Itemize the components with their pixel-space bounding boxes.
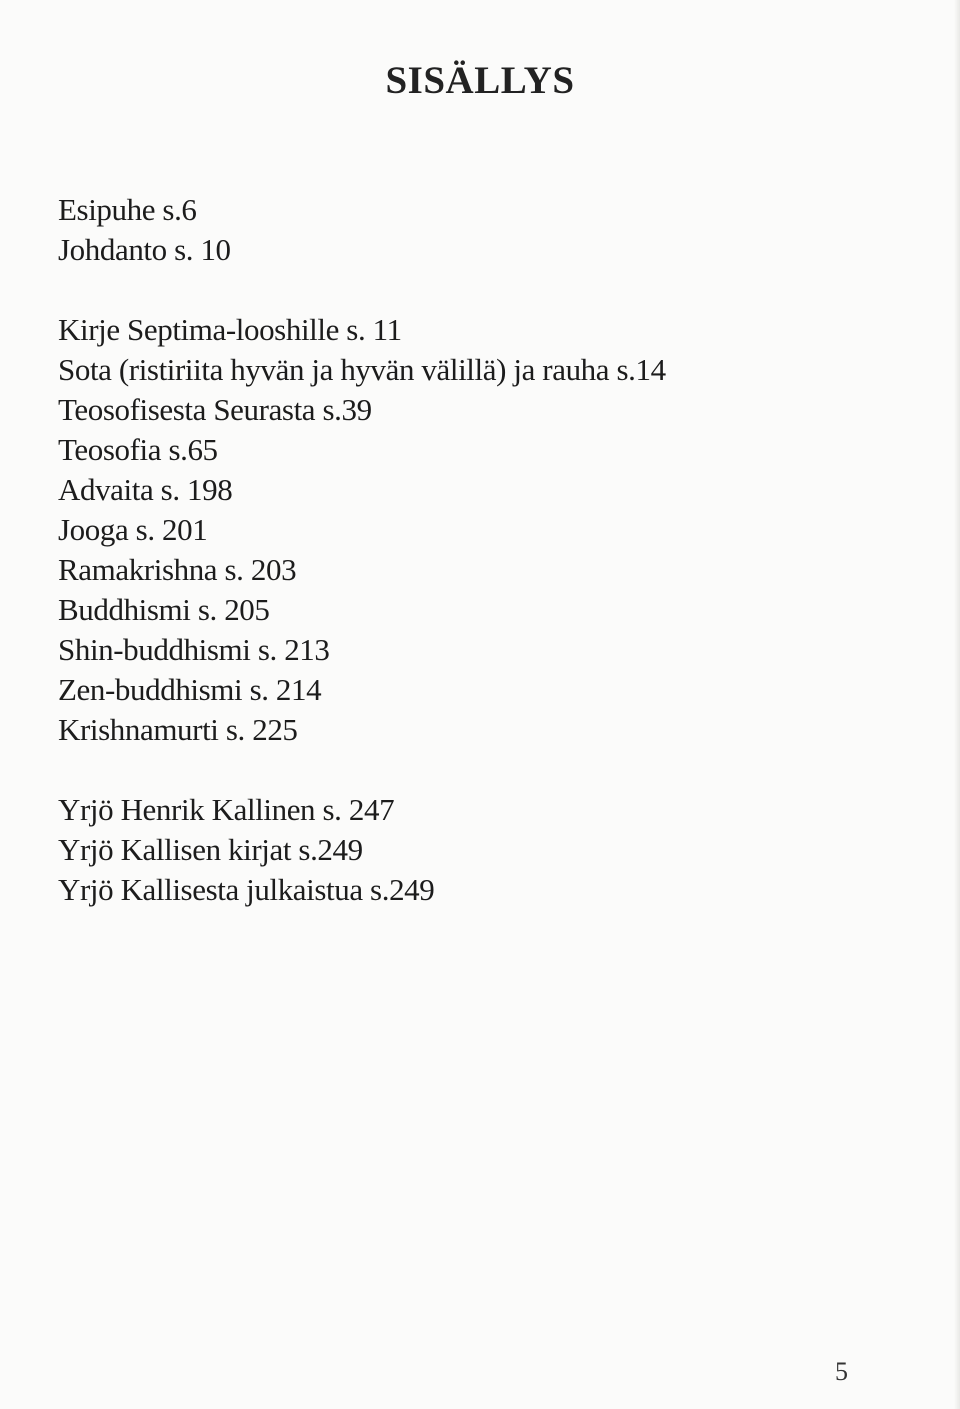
table-of-contents (58, 190, 918, 910)
toc-entry: Krishnamurti s. 225 (58, 712, 298, 747)
toc-entry: Teosofisesta Seurasta s.39 (58, 392, 372, 427)
toc-entry: Esipuhe s.6 (58, 192, 197, 227)
toc-entry: Yrjö Kallisesta julkaistua s.249 (58, 872, 435, 907)
page-title-text: SISÄLLYS (385, 59, 575, 102)
toc-entry: Zen-buddhismi s. 214 (58, 672, 322, 707)
toc-entry: Yrjö Kallisen kirjat s.249 (58, 832, 363, 867)
page-title (0, 58, 960, 103)
toc-entry: Jooga s. 201 (58, 512, 208, 547)
toc-entry: Kirje Septima-looshille s. 11 (58, 312, 402, 347)
toc-entry: Advaita s. 198 (58, 472, 233, 507)
toc-group-intro (58, 190, 918, 270)
toc-entry: Shin-buddhismi s. 213 (58, 632, 330, 667)
toc-group-author (58, 790, 918, 910)
toc-group-main (58, 310, 918, 750)
toc-entry: Yrjö Henrik Kallinen s. 247 (58, 792, 395, 827)
toc-entry: Buddhismi s. 205 (58, 592, 270, 627)
toc-entry: Ramakrishna s. 203 (58, 552, 297, 587)
toc-entry: Johdanto s. 10 (58, 232, 231, 267)
toc-entry: Sota (ristiriita hyvän ja hyvän välillä) ja rauha s.14 (58, 352, 666, 387)
toc-entry: Teosofia s.65 (58, 432, 218, 467)
page-edge-shadow (954, 0, 960, 1409)
page-number: 5 (835, 1357, 848, 1386)
